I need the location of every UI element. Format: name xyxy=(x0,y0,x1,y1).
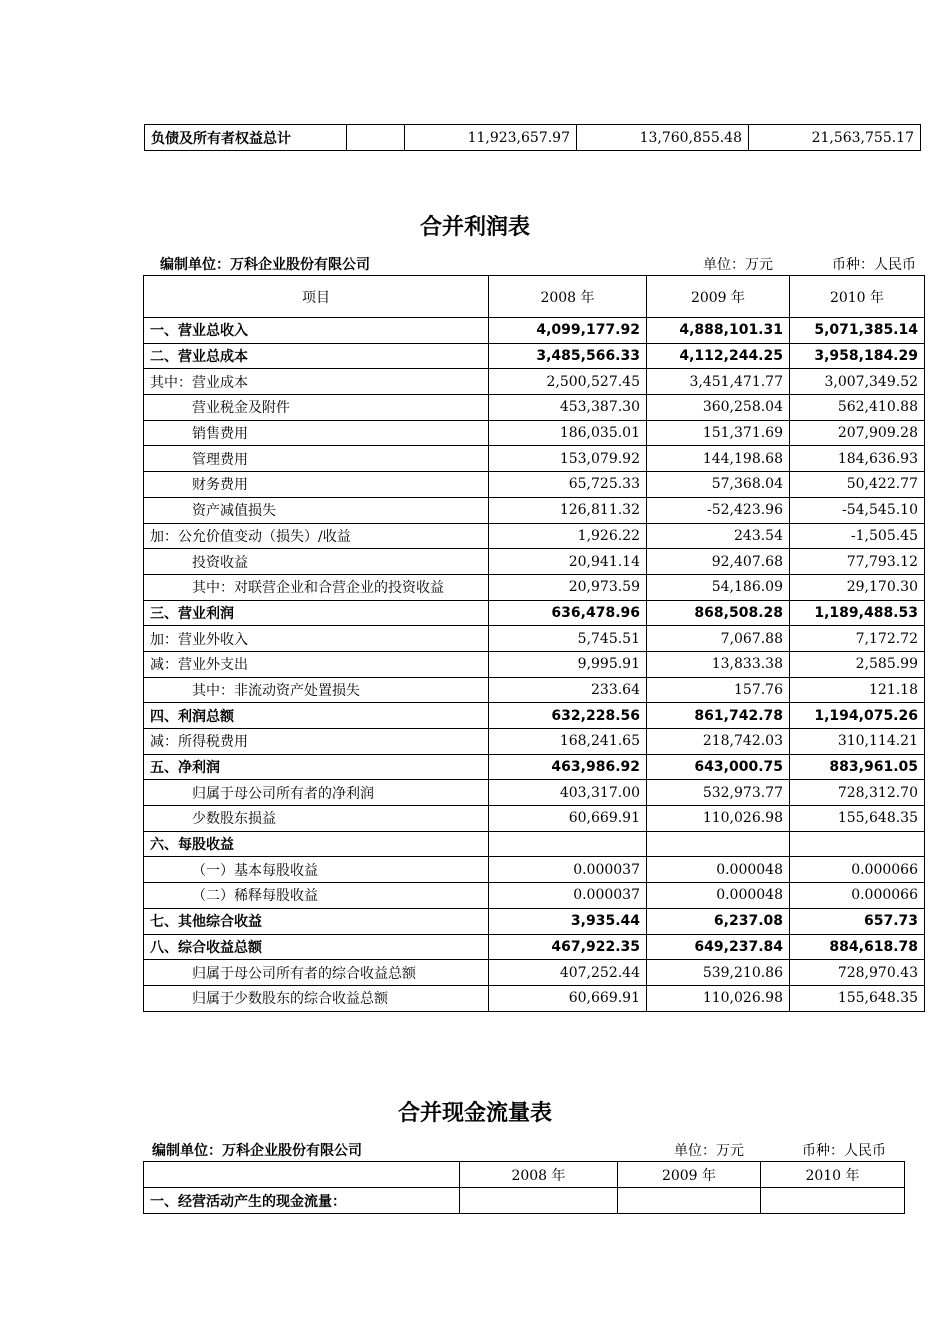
table-row xyxy=(145,125,921,151)
row-label: 投资收益 xyxy=(144,549,489,575)
table-row xyxy=(144,497,925,523)
table-row xyxy=(144,857,925,883)
value-cell: 532,973.77 xyxy=(647,780,790,806)
value-cell: 218,742.03 xyxy=(647,729,790,755)
table-row xyxy=(144,369,925,395)
value-cell: 4,099,177.92 xyxy=(489,318,647,344)
value-cell: 20,941.14 xyxy=(489,549,647,575)
income-table xyxy=(143,275,925,1012)
value-cell: 207,909.28 xyxy=(790,420,925,446)
row-label: 一、经营活动产生的现金流量： xyxy=(144,1188,460,1214)
table-row xyxy=(144,677,925,703)
income-title: 合并利润表 xyxy=(419,215,530,240)
empty-cell xyxy=(347,125,405,151)
value-cell: 0.000048 xyxy=(647,857,790,883)
value-cell: 868,508.28 xyxy=(647,600,790,626)
empty-cell xyxy=(618,1188,761,1214)
value-cell: 539,210.86 xyxy=(647,960,790,986)
value-cell: 657.73 xyxy=(790,908,925,934)
value-cell: 155,648.35 xyxy=(790,985,925,1011)
value-cell: 1,194,075.26 xyxy=(790,703,925,729)
value-cell xyxy=(647,831,790,857)
value-cell: 110,026.98 xyxy=(647,806,790,832)
table-row xyxy=(144,523,925,549)
table-row xyxy=(144,754,925,780)
value-cell: 1,189,488.53 xyxy=(790,600,925,626)
row-label: 六、每股收益 xyxy=(144,831,489,857)
value-cell: 60,669.91 xyxy=(489,806,647,832)
value-cell: 407,252.44 xyxy=(489,960,647,986)
table-row xyxy=(144,626,925,652)
value-cell: 649,237.84 xyxy=(647,934,790,960)
value-cell: 50,422.77 xyxy=(790,472,925,498)
empty-cell xyxy=(460,1188,618,1214)
row-label: 七、其他综合收益 xyxy=(144,908,489,934)
header-cell: 2008 年 xyxy=(460,1162,618,1188)
value-cell xyxy=(790,831,925,857)
row-label: 三、营业利润 xyxy=(144,600,489,626)
value-cell: 13,833.38 xyxy=(647,651,790,677)
value-cell: 151,371.69 xyxy=(647,420,790,446)
row-label: 一、营业总收入 xyxy=(144,318,489,344)
value-cell: 562,410.88 xyxy=(790,395,925,421)
row-label: 减：营业外支出 xyxy=(144,651,489,677)
table-row xyxy=(144,703,925,729)
balance-total-table xyxy=(144,124,921,151)
cashflow-company: 编制单位：万科企业股份有限公司 xyxy=(152,1143,362,1159)
value-cell: 861,742.78 xyxy=(647,703,790,729)
table-row xyxy=(144,549,925,575)
income-unit: 单位：万元 xyxy=(703,257,773,273)
value-cell: 2,585.99 xyxy=(790,651,925,677)
value-cell: 3,958,184.29 xyxy=(790,343,925,369)
table-row xyxy=(144,318,925,344)
value-cell: 0.000066 xyxy=(790,883,925,909)
table-row xyxy=(144,395,925,421)
header-cell: 2010 年 xyxy=(761,1162,905,1188)
cashflow-unit: 单位：万元 xyxy=(674,1143,744,1159)
row-label: 管理费用 xyxy=(144,446,489,472)
value-cell: 4,112,244.25 xyxy=(647,343,790,369)
table-row xyxy=(144,651,925,677)
value-cell: 20,973.59 xyxy=(489,574,647,600)
value-cell: 3,485,566.33 xyxy=(489,343,647,369)
row-label: 归属于母公司所有者的综合收益总额 xyxy=(144,960,489,986)
value-cell: 636,478.96 xyxy=(489,600,647,626)
value-cell: -54,545.10 xyxy=(790,497,925,523)
value-cell: 157.76 xyxy=(647,677,790,703)
row-label: 四、利润总额 xyxy=(144,703,489,729)
value-cell: 9,995.91 xyxy=(489,651,647,677)
header-cell: 2009 年 xyxy=(618,1162,761,1188)
table-row xyxy=(144,446,925,472)
value-cell: 29,170.30 xyxy=(790,574,925,600)
value-cell: 57,368.04 xyxy=(647,472,790,498)
table-row xyxy=(144,472,925,498)
cashflow-table xyxy=(143,1161,905,1214)
value-cell: 92,407.68 xyxy=(647,549,790,575)
income-currency: 币种：人民币 xyxy=(832,257,916,273)
value-cell: 186,035.01 xyxy=(489,420,647,446)
value-cell: -1,505.45 xyxy=(790,523,925,549)
value-cell: 463,986.92 xyxy=(489,754,647,780)
value-cell: 360,258.04 xyxy=(647,395,790,421)
row-label: 加：公允价值变动（损失）/收益 xyxy=(144,523,489,549)
value-cell: 883,961.05 xyxy=(790,754,925,780)
value-cell: 7,172.72 xyxy=(790,626,925,652)
table-row xyxy=(144,831,925,857)
value-cell: 2,500,527.45 xyxy=(489,369,647,395)
value-cell: 11,923,657.97 xyxy=(405,125,577,151)
value-cell: 243.54 xyxy=(647,523,790,549)
value-cell: -52,423.96 xyxy=(647,497,790,523)
value-cell: 4,888,101.31 xyxy=(647,318,790,344)
table-row xyxy=(144,985,925,1011)
table-row xyxy=(144,574,925,600)
row-label: 其中：非流动资产处置损失 xyxy=(144,677,489,703)
table-row xyxy=(144,600,925,626)
value-cell: 467,922.35 xyxy=(489,934,647,960)
row-label: 其中：营业成本 xyxy=(144,369,489,395)
value-cell: 884,618.78 xyxy=(790,934,925,960)
row-label: 加：营业外收入 xyxy=(144,626,489,652)
row-label: 财务费用 xyxy=(144,472,489,498)
value-cell: 77,793.12 xyxy=(790,549,925,575)
value-cell: 153,079.92 xyxy=(489,446,647,472)
table-row xyxy=(144,934,925,960)
value-cell: 0.000037 xyxy=(489,883,647,909)
header-row xyxy=(144,1162,905,1188)
row-label: 二、营业总成本 xyxy=(144,343,489,369)
row-label: 减：所得税费用 xyxy=(144,729,489,755)
table-row xyxy=(144,806,925,832)
value-cell: 60,669.91 xyxy=(489,985,647,1011)
income-company: 编制单位：万科企业股份有限公司 xyxy=(160,257,370,273)
table-row xyxy=(144,780,925,806)
cashflow-title: 合并现金流量表 xyxy=(397,1101,552,1126)
value-cell: 21,563,755.17 xyxy=(749,125,921,151)
value-cell: 632,228.56 xyxy=(489,703,647,729)
row-label: 归属于少数股东的综合收益总额 xyxy=(144,985,489,1011)
value-cell: 168,241.65 xyxy=(489,729,647,755)
table-row xyxy=(144,883,925,909)
value-cell: 6,237.08 xyxy=(647,908,790,934)
row-label: 其中：对联营企业和合营企业的投资收益 xyxy=(144,574,489,600)
row-label: 八、综合收益总额 xyxy=(144,934,489,960)
value-cell: 155,648.35 xyxy=(790,806,925,832)
header-cell: 项目 xyxy=(144,276,489,318)
row-label: 资产减值损失 xyxy=(144,497,489,523)
header-cell xyxy=(144,1162,460,1188)
value-cell: 0.000037 xyxy=(489,857,647,883)
value-cell: 3,451,471.77 xyxy=(647,369,790,395)
value-cell: 5,071,385.14 xyxy=(790,318,925,344)
header-cell: 2010 年 xyxy=(790,276,925,318)
value-cell: 310,114.21 xyxy=(790,729,925,755)
value-cell: 453,387.30 xyxy=(489,395,647,421)
value-cell: 728,312.70 xyxy=(790,780,925,806)
value-cell: 1,926.22 xyxy=(489,523,647,549)
row-label: 归属于母公司所有者的净利润 xyxy=(144,780,489,806)
value-cell: 643,000.75 xyxy=(647,754,790,780)
table-row xyxy=(144,1188,905,1214)
value-cell: 126,811.32 xyxy=(489,497,647,523)
value-cell: 5,745.51 xyxy=(489,626,647,652)
table-row xyxy=(144,729,925,755)
table-row xyxy=(144,960,925,986)
row-label: 五、净利润 xyxy=(144,754,489,780)
table-row xyxy=(144,908,925,934)
empty-cell xyxy=(761,1188,905,1214)
value-cell: 54,186.09 xyxy=(647,574,790,600)
value-cell: 184,636.93 xyxy=(790,446,925,472)
value-cell: 65,725.33 xyxy=(489,472,647,498)
value-cell: 7,067.88 xyxy=(647,626,790,652)
cashflow-currency: 币种：人民币 xyxy=(802,1143,886,1159)
value-cell: 3,007,349.52 xyxy=(790,369,925,395)
value-cell xyxy=(489,831,647,857)
value-cell: 144,198.68 xyxy=(647,446,790,472)
row-label: 负债及所有者权益总计 xyxy=(145,125,347,151)
row-label: 销售费用 xyxy=(144,420,489,446)
value-cell: 0.000066 xyxy=(790,857,925,883)
value-cell: 0.000048 xyxy=(647,883,790,909)
value-cell: 233.64 xyxy=(489,677,647,703)
value-cell: 121.18 xyxy=(790,677,925,703)
value-cell: 13,760,855.48 xyxy=(577,125,749,151)
value-cell: 110,026.98 xyxy=(647,985,790,1011)
value-cell: 3,935.44 xyxy=(489,908,647,934)
row-label: 营业税金及附件 xyxy=(144,395,489,421)
table-row xyxy=(144,420,925,446)
row-label: （二）稀释每股收益 xyxy=(144,883,489,909)
value-cell: 728,970.43 xyxy=(790,960,925,986)
header-row xyxy=(144,276,925,318)
table-row xyxy=(144,343,925,369)
row-label: （一）基本每股收益 xyxy=(144,857,489,883)
row-label: 少数股东损益 xyxy=(144,806,489,832)
header-cell: 2008 年 xyxy=(489,276,647,318)
value-cell: 403,317.00 xyxy=(489,780,647,806)
header-cell: 2009 年 xyxy=(647,276,790,318)
